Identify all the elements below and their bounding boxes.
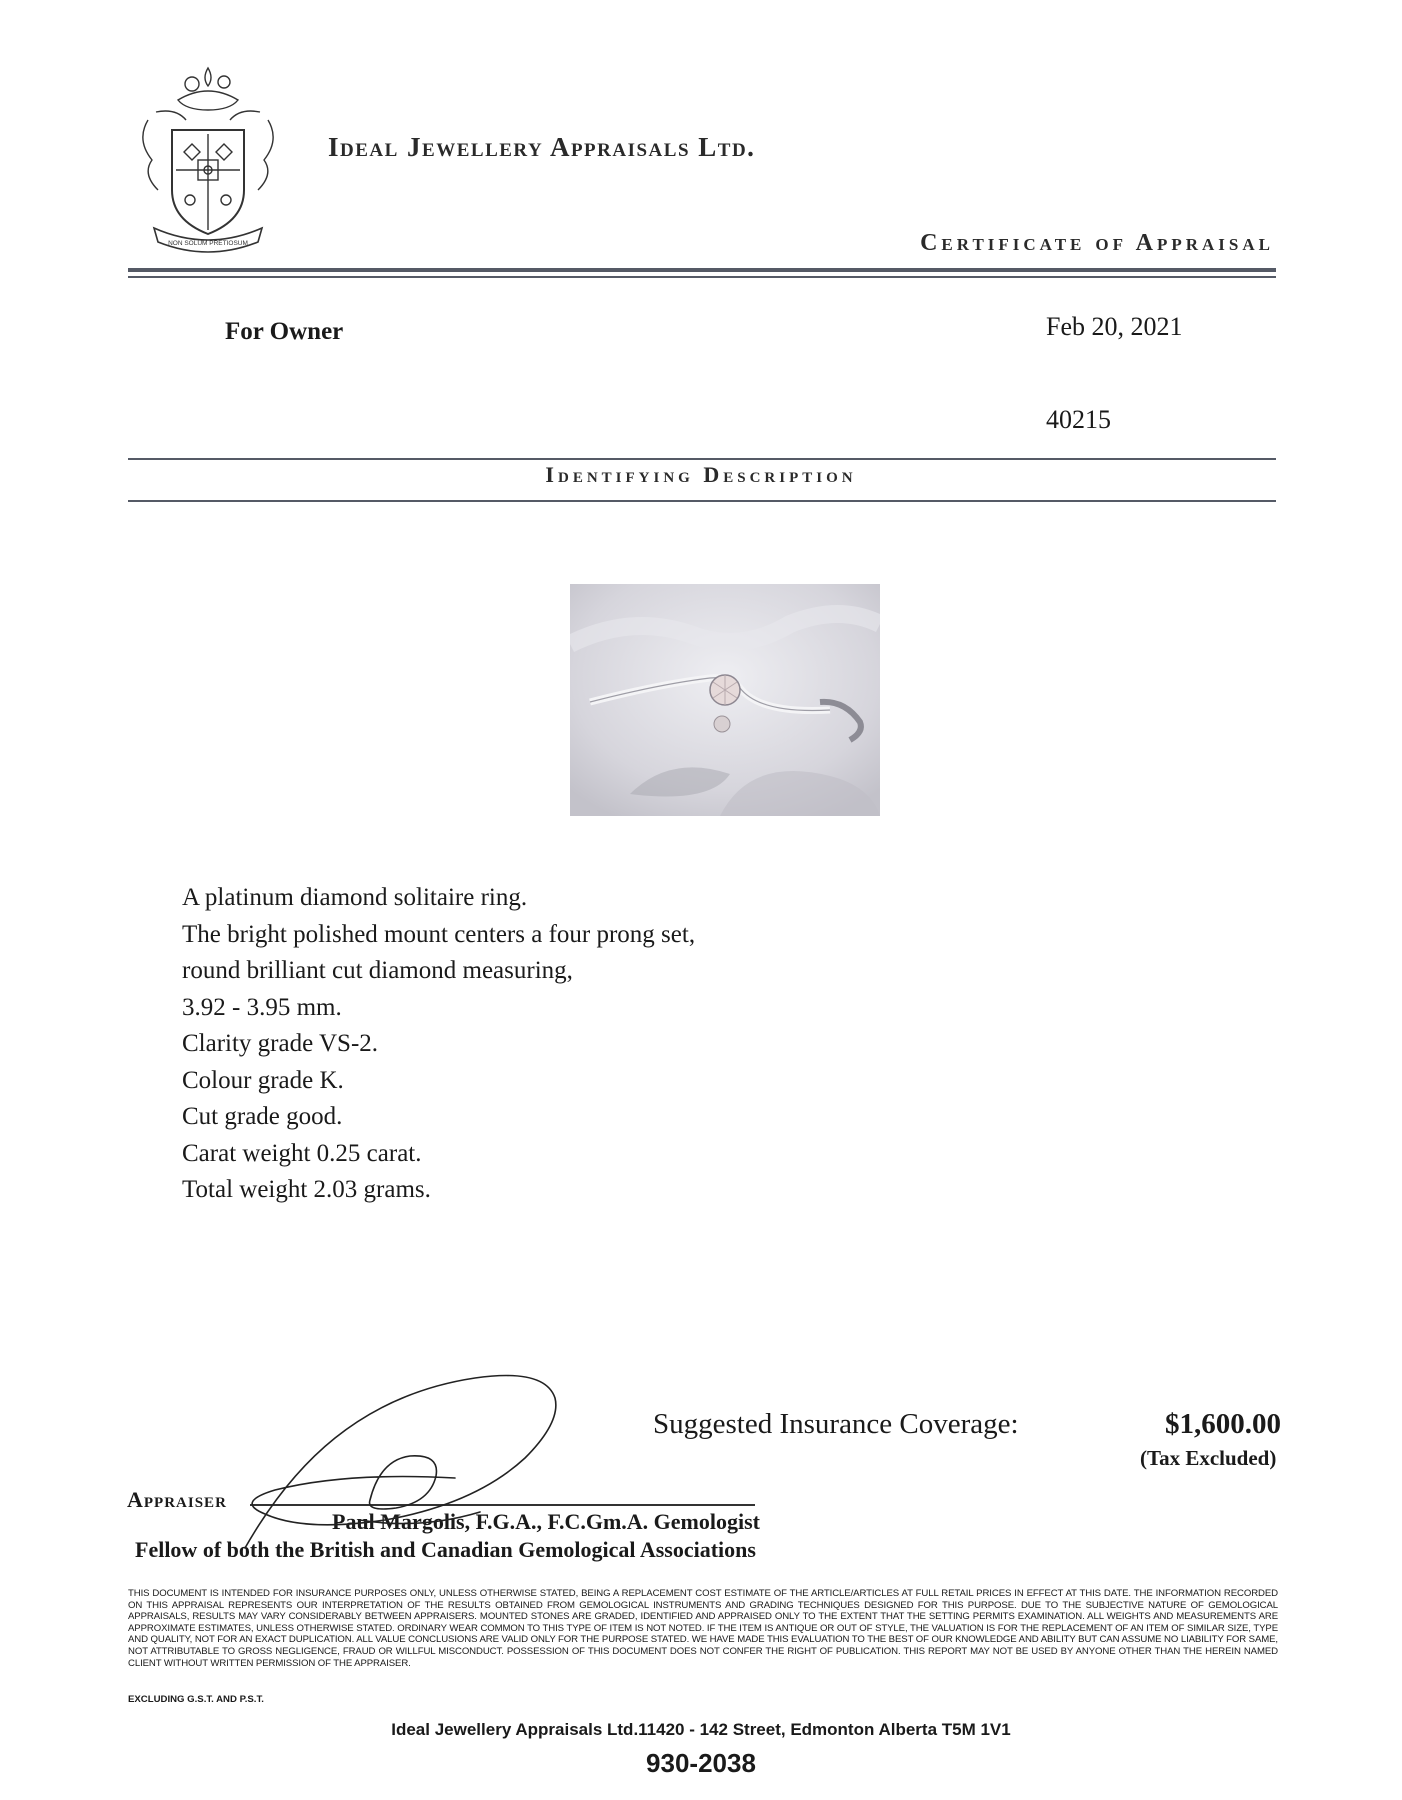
crest-logo-icon bbox=[128, 60, 288, 260]
description-line: Cut grade good. bbox=[182, 1103, 343, 1130]
description-line: The bright polished mount centers a four prong set, bbox=[182, 920, 696, 948]
company-name: Ideal Jewellery Appraisals Ltd. bbox=[328, 132, 756, 162]
svg-text:NON SOLUM PRETIOSUM: NON SOLUM PRETIOSUM bbox=[168, 240, 248, 247]
appraiser-label: Appraiser bbox=[127, 1487, 227, 1512]
description-line: Clarity grade VS-2. bbox=[182, 1030, 379, 1057]
appraiser-fellowship: Fellow of both the British and Canadian Gemological Associations bbox=[135, 1537, 756, 1562]
disclaimer-text: THIS DOCUMENT IS INTENDED FOR INSURANCE PURPOSES ONLY, UNLESS OTHERWISE STATED, BEING A REPLACEMENT COST ESTIMATE OF THE ARTICLE/ARTICLES AT FULL RETAIL PRICES IN EFFECT AT THIS DATE. THE INFORMATION RECORDED ON THIS APPRAISAL REPRESENTS OUR INTERPRETATION OF THE RESULTS OBTAINED FROM GEMOLOGICAL INSTRUMENTS AND GRADING TECHNIQUES DESIGNED FOR THIS PURPOSE. DUE TO THE SUBJECTIVE NATURE OF GEMOLOGICAL APPRAISALS, RESULTS MAY VARY CONSIDERABLY BETWEEN APPRAISERS. MOUNTED STONES ARE GRADED, IDENTIFIED AND APPRAISED ONLY TO THE EXTENT THAT THE SETTING PERMITS EXAMINATION. ALL WEIGHTS AND MEASUREMENTS ARE APPROXIMATE ESTIMATES, UNLESS OTHERWISE STATED. ORDINARY WEAR COMMON TO THIS TYPE OF ITEM IS NOT NOTED. IF THE ITEM IS ANTIQUE OR OUT OF STYLE, THE VALUATION IS FOR THE REPLACEMENT OF AN ITEM OF SIMILAR SIZE, TYPE AND QUALITY, NOT FOR AN EXACT DUPLICATION. ALL VALUE CONCLUSIONS ARE VALID ONLY FOR THE PURPOSE STATED. WE HAVE MADE THIS EVALUATION TO THE BEST OF OUR KNOWLEDGE AND ABILITY BUT CAN ASSUME NO LIABILITY FOR SAME, NOT ATTRIBUTABLE TO GROSS NEGLIGENCE, FRAUD OR WILLFUL MISCONDUCT. POSSESSION OF THIS DOCUMENT DOES NOT CONFER THE RIGHT OF PUBLICATION. THIS REPORT MAY NOT BE USED BY ANYONE OTHER THAN THE HEREIN NAMED CLIENT WITHOUT WRITTEN PERMISSION OF THE APPRAISER. bbox=[128, 1588, 1278, 1669]
company-address: Ideal Jewellery Appraisals Ltd.11420 - 142 Street, Edmonton Alberta T5M 1V1 bbox=[391, 1720, 1011, 1739]
description-line: Colour grade K. bbox=[182, 1066, 344, 1094]
document-title: Certificate of Appraisal bbox=[920, 230, 1274, 256]
section-divider-bottom bbox=[128, 500, 1276, 502]
owner-label: For Owner bbox=[225, 318, 344, 345]
coverage-label: Suggested Insurance Coverage: bbox=[653, 1408, 1019, 1440]
section-title: Identifying Description bbox=[545, 462, 857, 487]
tax-note: (Tax Excluded) bbox=[1140, 1446, 1277, 1470]
description-line: 3.92 - 3.95 mm. bbox=[182, 993, 342, 1021]
header-divider bbox=[128, 268, 1276, 272]
company-phone: 930-2038 bbox=[646, 1748, 756, 1778]
section-divider-top bbox=[128, 458, 1276, 460]
coverage-amount: $1,600.00 bbox=[1165, 1408, 1281, 1440]
description-line: Carat weight 0.25 carat. bbox=[182, 1139, 422, 1167]
signature-icon bbox=[240, 1360, 660, 1555]
header-divider-thin bbox=[128, 276, 1276, 278]
reference-number: 40215 bbox=[1046, 405, 1111, 434]
description-line: A platinum diamond solitaire ring. bbox=[182, 884, 528, 911]
tax-footer-note: EXCLUDING G.S.T. AND P.S.T. bbox=[128, 1694, 264, 1705]
description-line: round brilliant cut diamond measuring, bbox=[182, 957, 573, 984]
appraiser-name: Paul Margolis, F.G.A., F.C.Gm.A. Gemologist bbox=[332, 1509, 760, 1534]
ring-photo bbox=[570, 584, 880, 816]
description-line: Total weight 2.03 grams. bbox=[182, 1176, 431, 1203]
item-description bbox=[182, 880, 695, 1209]
appraisal-date: Feb 20, 2021 bbox=[1046, 312, 1183, 341]
